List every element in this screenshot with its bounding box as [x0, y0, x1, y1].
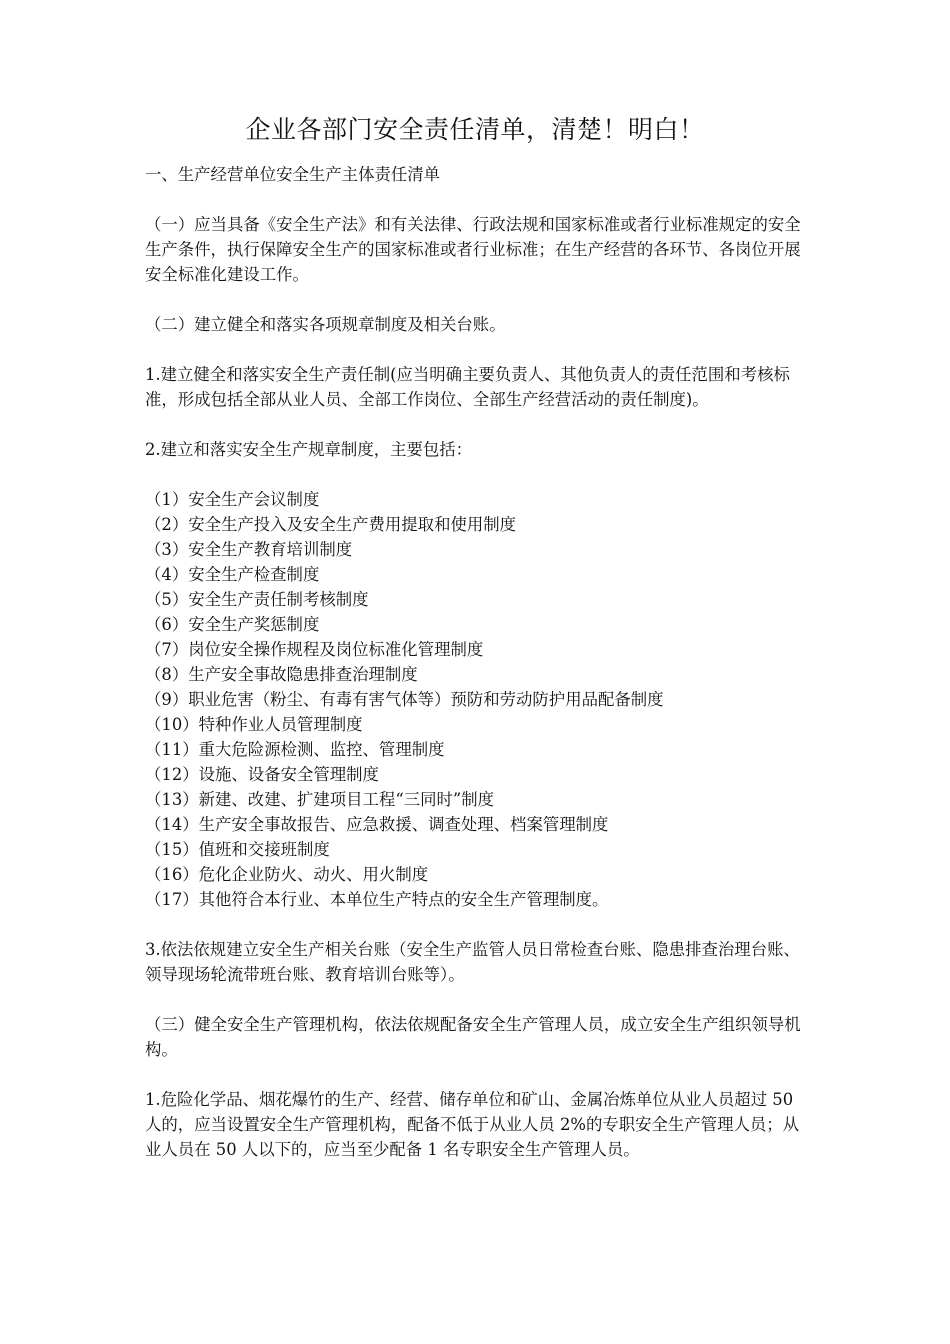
paragraph: 2.建立和落实安全生产规章制度，主要包括： — [145, 440, 473, 459]
paragraph: （三）健全安全生产管理机构，依法依规配备安全生产管理人员，成立安全生产组织领导机构。 — [145, 1015, 801, 1059]
list-item: （8）生产安全事故隐患排查治理制度 — [145, 665, 418, 684]
page-title: 企业各部门安全责任清单，清楚！明白！ — [245, 115, 705, 144]
paragraph-gap — [145, 287, 810, 312]
list-item: （11）重大危险源检测、监控、管理制度 — [145, 740, 445, 759]
list-item: （2）安全生产投入及安全生产费用提取和使用制度 — [145, 515, 517, 534]
paragraph: 1.建立健全和落实安全生产责任制(应当明确主要负责人、其他负责人的责任范围和考核标准，形成包括全部从业人员、全部工作岗位、全部生产经营活动的责任制度)。 — [145, 365, 790, 409]
list-item: （4）安全生产检查制度 — [145, 565, 320, 584]
list-item: （12）设施、设备安全管理制度 — [145, 765, 379, 784]
list-item: （10）特种作业人员管理制度 — [145, 715, 363, 734]
paragraph-gap — [145, 187, 810, 212]
paragraph: 1.危险化学品、烟花爆竹的生产、经营、储存单位和矿山、金属冶炼单位从业人员超过 50 人的，应当设置安全生产管理机构，配备不低于从业人员 2%的专职安全生产管理人员；从业人员在 50 人以下的，应当至少配备 1 名专职安全生产管理人员。 — [145, 1090, 800, 1159]
list-item: （14）生产安全事故报告、应急救援、调查处理、档案管理制度 — [145, 815, 609, 834]
list-item: （3）安全生产教育培训制度 — [145, 540, 353, 559]
list-item: （1）安全生产会议制度 — [145, 490, 320, 509]
paragraph: （一）应当具备《安全生产法》和有关法律、行政法规和国家标准或者行业标准规定的安全生产条件，执行保障安全生产的国家标准或者行业标准；在生产经营的各环节、各岗位开展安全标准化建设工作。 — [145, 215, 801, 284]
rules-list — [145, 487, 810, 912]
paragraph-gap — [145, 337, 810, 362]
list-item: （15）值班和交接班制度 — [145, 840, 330, 859]
paragraph: （二）建立健全和落实各项规章制度及相关台账。 — [145, 315, 506, 334]
list-item: （16）危化企业防火、动火、用火制度 — [145, 865, 429, 884]
list-item: （6）安全生产奖惩制度 — [145, 615, 320, 634]
paragraph-gap — [145, 987, 810, 1012]
paragraph: 3.依法依规建立安全生产相关台账（安全生产监管人员日常检查台账、隐患排查治理台账、领导现场轮流带班台账、教育培训台账等）。 — [145, 940, 800, 984]
list-item: （13）新建、改建、扩建项目工程“三同时”制度 — [145, 790, 495, 809]
paragraph-gap — [145, 412, 810, 437]
list-item: （9）职业危害（粉尘、有毒有害气体等）预防和劳动防护用品配备制度 — [145, 690, 664, 709]
document-body — [145, 162, 810, 1162]
list-item: （17）其他符合本行业、本单位生产特点的安全生产管理制度。 — [145, 890, 609, 909]
paragraph-gap — [145, 912, 810, 937]
paragraph-gap — [145, 462, 810, 487]
paragraph-gap — [145, 1062, 810, 1087]
section-heading: 一、生产经营单位安全生产主体责任清单 — [145, 165, 441, 184]
list-item: （5）安全生产责任制考核制度 — [145, 590, 369, 609]
list-item: （7）岗位安全操作规程及岗位标准化管理制度 — [145, 640, 484, 659]
